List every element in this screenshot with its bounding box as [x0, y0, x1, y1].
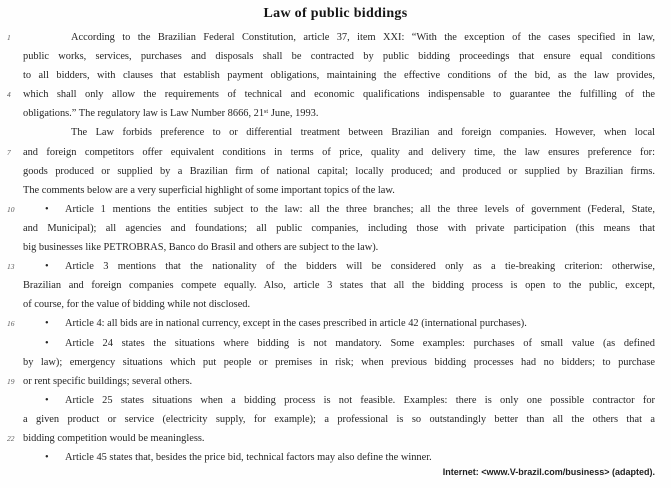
line-text: According to the Brazilian Federal Constitution, article 37, item XXI: “With the exception of the cases specified in law, [71, 32, 655, 43]
text-line [0, 162, 671, 181]
bullet-icon: • [45, 261, 49, 273]
text-line [0, 334, 671, 353]
line-text: Brazilian and foreign companies compete equally. Also, article 3 states that all the bidding process is open to the public, except, [23, 280, 655, 292]
text-line [0, 410, 671, 429]
page-title: Law of public biddings [263, 6, 408, 21]
line-text: Article 4: all bids are in national currency, except in the cases prescribed in article 42 (international purchases). [65, 318, 527, 330]
line-text: and foreign competitors offer equivalent conditions in terms of price, quality and delivery time, the law ensures preference for: [23, 146, 655, 158]
text-line [0, 276, 671, 295]
text-line [0, 353, 671, 372]
text-line [0, 200, 671, 219]
line-number: 7 [7, 147, 11, 157]
line-text: to all bidders, with clauses that establish payment obligations, maintaining the effective conditions of the bid, as the law provides, [23, 70, 655, 82]
text-line [0, 257, 671, 276]
bullet-icon: • [45, 394, 49, 406]
bullet-icon: • [45, 337, 49, 349]
line-text: The Law forbids preference to or differential treatment between Brazilian and foreign companies. However, when local [71, 127, 655, 139]
text-line [0, 47, 671, 66]
text-line [0, 85, 671, 104]
line-text: obligations.” The regulatory law is Law Number 8666, 21ˢᵗ June, 1993. [23, 108, 319, 120]
line-text: Article 45 states that, besides the price bid, technical factors may also define the winner. [65, 452, 432, 464]
line-text: The comments below are a very superficial highlight of some important topics of the law. [23, 184, 395, 196]
bullet-icon: • [45, 203, 49, 215]
line-text: of course, for the value of bidding while not disclosed. [23, 299, 251, 311]
line-text: goods produced or supplied by a Brazilian firm of national capital; locally produced; and produced or supplied by Brazilian firms. [23, 165, 655, 177]
line-number: 19 [7, 376, 15, 386]
text-line [0, 238, 671, 257]
line-text: and Municipal); all agencies and foundations; all public companies, including those with private participation (this means that [23, 222, 655, 234]
text-line [0, 295, 671, 314]
line-text: Article 25 states situations when a bidding process is not feasible. Examples: there is only one possible contractor for [65, 394, 655, 406]
document-body [0, 28, 671, 467]
line-number: 4 [7, 90, 11, 100]
line-text: public works, services, purchases and disposals shall be contracted by public bidding proceedings that ensure equal conditions [23, 51, 655, 63]
line-number: 10 [7, 204, 15, 214]
line-number: 13 [7, 262, 15, 272]
line-text: a given product or service (electricity supply, for example); a professional is so outstandingly better than all the others that a [23, 413, 655, 425]
line-text: Article 1 mentions the entities subject to the law: all the three branches; all the three levels of government (Federal, State, [65, 203, 655, 215]
line-text: which shall only allow the requirements of technical and economic qualifications indispensable to guarantee the fulfilling of the [23, 89, 655, 101]
text-line [0, 219, 671, 238]
line-number: 1 [7, 33, 11, 42]
text-line [0, 104, 671, 123]
text-line [0, 429, 671, 448]
bullet-icon: • [45, 318, 49, 330]
text-line [0, 391, 671, 410]
text-line [0, 448, 671, 467]
text-line [0, 143, 671, 162]
line-number: 22 [7, 433, 15, 443]
text-line [0, 123, 671, 142]
bullet-icon: • [45, 452, 49, 464]
line-text: big businesses like PETROBRAS, Banco do Brasil and others are subject to the law). [23, 242, 379, 254]
text-line [0, 66, 671, 85]
line-text: bidding competition would be meaningless. [23, 432, 205, 444]
line-text: or rent specific buildings; several others. [23, 375, 193, 387]
line-text: Article 24 states the situations where bidding is not mandatory. Some examples: purchases of small value (as defined [65, 337, 655, 349]
text-line [0, 314, 671, 333]
source-citation: Internet: <www.V-brazil.com/business> (adapted). [442, 467, 655, 477]
line-text: by law); emergency situations which put people or premises in risk; when previous bidding processes had no bidders; to purchase [23, 356, 655, 368]
text-line [0, 181, 671, 200]
text-line [0, 28, 671, 47]
text-line [0, 372, 671, 391]
line-text: Article 3 mentions that the nationality of the bidders will be considered only as a tie-breaking criterion: otherwise, [65, 261, 655, 273]
line-number: 16 [7, 319, 15, 329]
